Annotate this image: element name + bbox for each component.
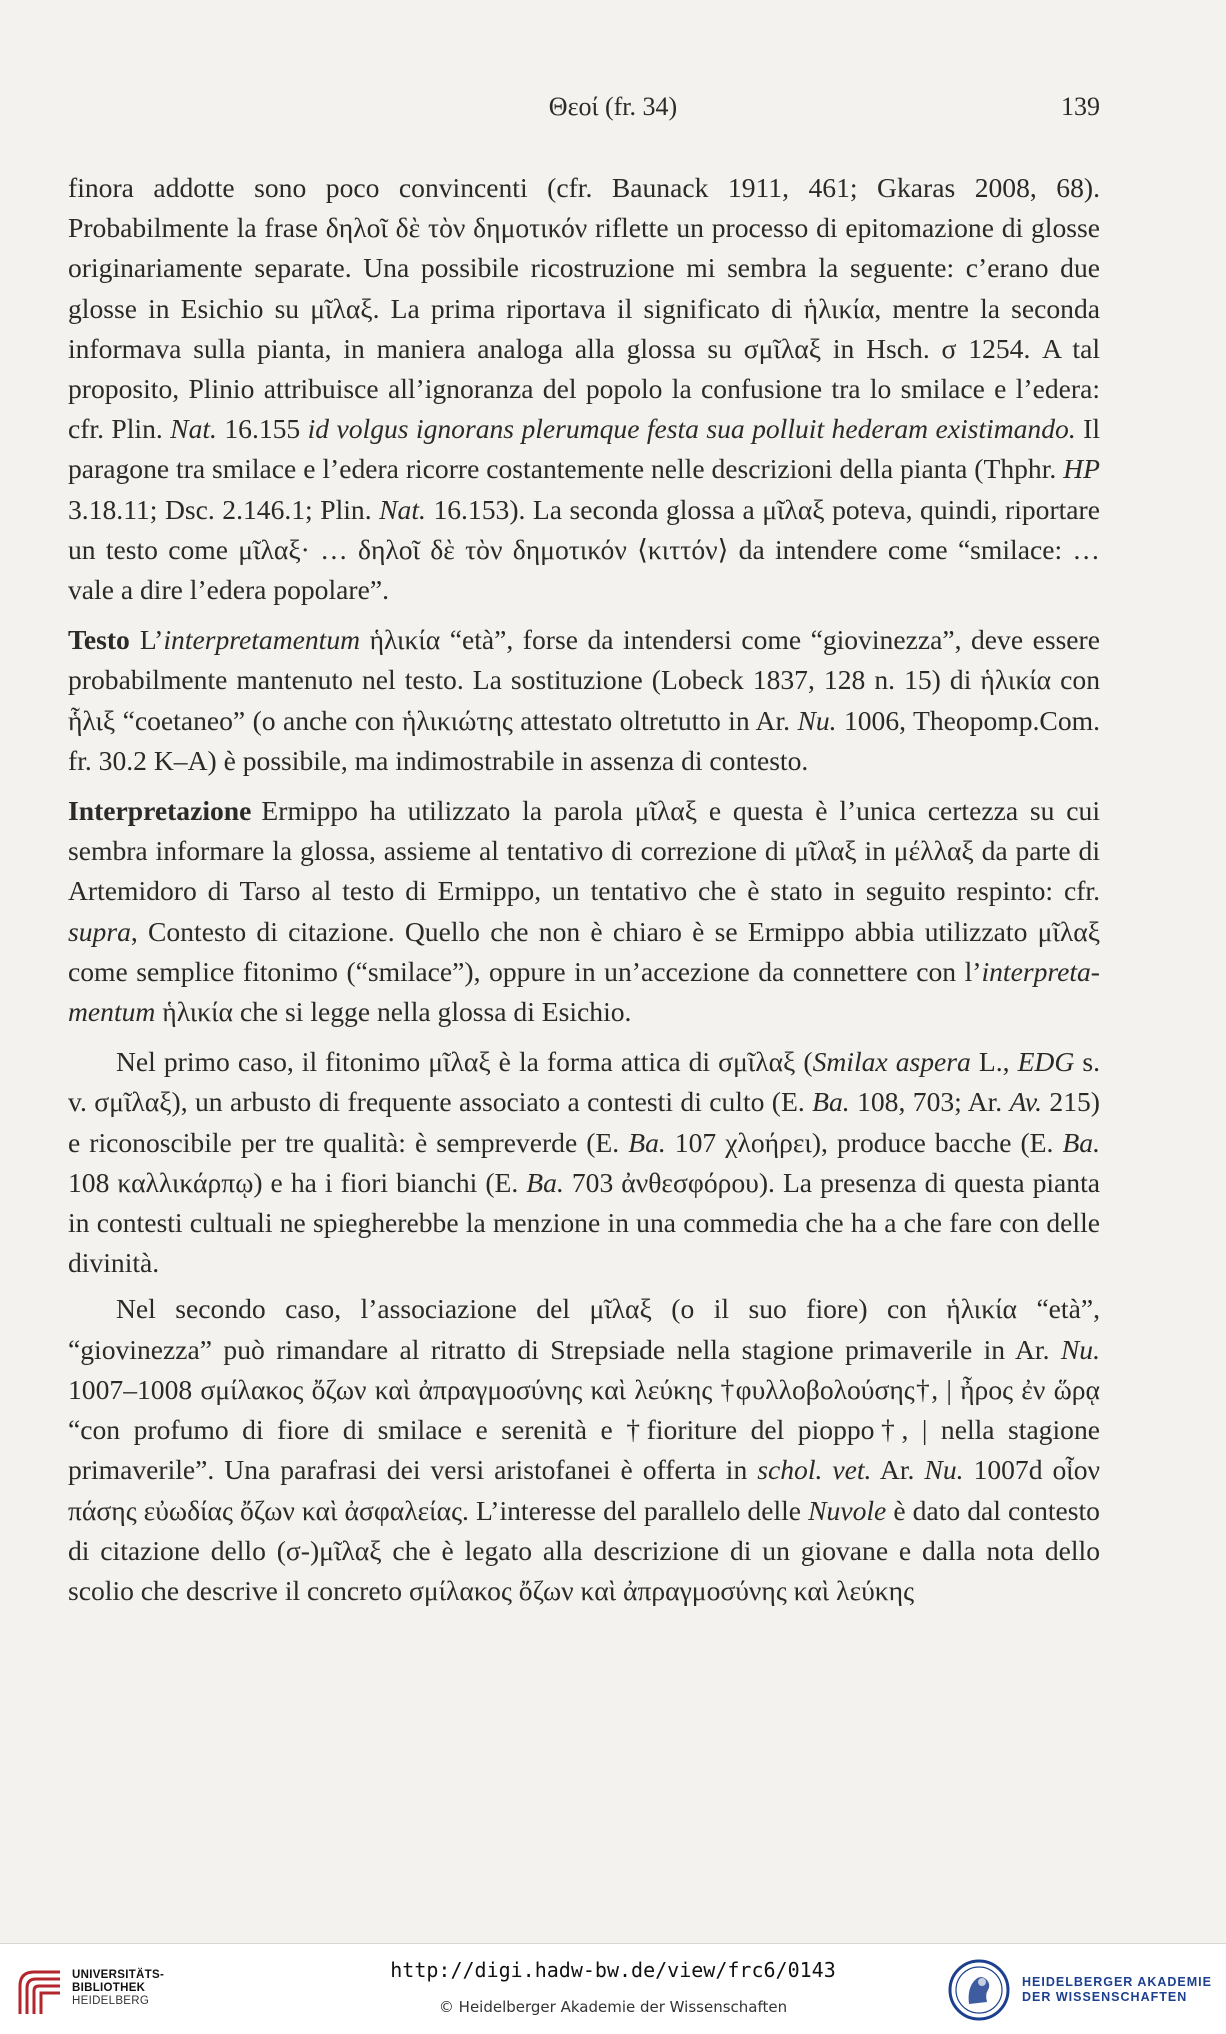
library-line-3: HEIDELBERG [72, 1995, 150, 2007]
italic-text: Nu. [924, 1454, 964, 1486]
text-run: Nel primo caso, il fitonimo μῖλαξ è la forma attica di σμῖλαξ ( [116, 1046, 813, 1078]
italic-text: supra [68, 915, 131, 947]
library-line-1: UNIVERSITÄTS- [72, 1969, 165, 1981]
italic-text: Ba. [1062, 1126, 1101, 1158]
footer [0, 1943, 1226, 2034]
running-head [0, 92, 1226, 132]
italic-text: Ba. [812, 1086, 850, 1118]
italic-text: Ba. [526, 1166, 564, 1198]
academy-seal-icon [947, 1958, 1011, 2022]
body-text [68, 168, 1100, 1617]
academy-line-1: HEIDELBERGER AKADEMIE [1022, 1975, 1212, 1989]
section-heading: Interpretazione [68, 795, 252, 827]
italic-text: Av. [1009, 1086, 1043, 1118]
text-run: 703 ἀνθεσφόρου). La presenza di questa pianta in contesti cultuali ne spiegherebbe la menzione in una commedia che ha a che fare con delle divinità. [68, 1166, 1101, 1279]
italic-text: interpretamentum [163, 624, 361, 656]
footer-url-link[interactable]: http://digi.hadw-bw.de/view/frc6/0143 [390, 1958, 836, 1982]
text-run: 215) e riconoscibile per tre qualità: è sempreverde (E. [68, 1086, 1100, 1158]
text-run: 107 χλοήρει), produce bacche (E. [665, 1126, 1063, 1158]
text-run: 16.153). La seconda glossa a μῖλαξ poteva, quindi, riportare un testo come μῖλαξ· … δηλοῖ δὲ τὸν δημοτικόν ⟨κιττόν⟩ da intendere come “smilace: … vale a dire l’edera popolare”. [68, 493, 1100, 606]
footer-copyright: © Heidelberger Akademie der Wissenschaften [438, 1998, 788, 2016]
italic-text: Nu. [1060, 1333, 1100, 1365]
text-run: 16.155 [216, 413, 308, 445]
text-run: , Contesto di citazione. Quello che non è chiaro è se Ermippo abbia utilizzato μῖλαξ come semplice fitonimo (“smilace”), oppure in un’accezione da connettere con l’ [68, 915, 1100, 987]
text-run: è dato dal contesto di citazione dello (σ-)μῖλαξ che è legato alla descrizione di un giovane e dalla nota dello scolio che descrive il concreto σμίλακος ὄζων καὶ ἀπραγμοσύνης καὶ λεύκης [68, 1494, 1100, 1606]
italic-text: EDG [1017, 1046, 1075, 1078]
text-run: ἡλικία “età”, forse da intendersi come “giovinezza”, deve essere probabilmente mantenuto nel testo. La sostituzione (Lobeck 1837, 128 n. 15) di ἡλικία con ἧλιξ “coetaneo” (o anche con ἡλικιώτης attestato oltretutto in Ar. [68, 624, 1100, 736]
text-run: Ermippo ha utilizzato la parola μῖλαξ e questa è l’unica certezza su cui sembra informare la glossa, assieme al tentativo di correzione di μῖλαξ in μέλλαξ da parte di Artemidoro di Tarso al testo di Ermippo, un tentativo che è stato in seguito respinto: cfr. [68, 795, 1100, 907]
text-run: 1006, Theopomp.Com. fr. 30.2 K–A) è possibile, ma indimostrabile in assenza di contesto. [68, 704, 1100, 776]
italic-text: Ba. [628, 1126, 666, 1158]
text-run: L., [970, 1046, 1018, 1078]
italic-text: Nat. [379, 493, 426, 525]
text-run: Nel secondo caso, l’associazione del μῖλαξ (o il suo fiore) con ἡλικία “età”, “giovinezza” può rimandare al ritratto di Strepsiade nella stagione primaverile in Ar. [68, 1293, 1100, 1365]
text-run: Il paragone tra smilace e l’edera ricorre costantemente nelle descrizioni della pianta (Thphr. [68, 413, 1100, 485]
paragraph-testo [68, 620, 1100, 781]
italic-text: Smilax aspera [812, 1046, 971, 1078]
section-heading: Testo [68, 624, 130, 656]
text-run: 108, 703; Ar. [849, 1086, 1010, 1118]
text-run: L’ [139, 624, 164, 656]
library-line-2: BIBLIOTHEK [72, 1982, 146, 1994]
academy-line-2: DER WISSENSCHAFTEN [1022, 1990, 1188, 2004]
text-run: 108 καλλικάρπῳ) e ha i fiori bianchi (E. [68, 1166, 527, 1198]
italic-text: Nat. [170, 413, 217, 445]
paragraph-interpretazione [68, 791, 1100, 1032]
academy-name [1022, 1975, 1212, 2005]
text-run: finora addotte sono poco convincenti (cfr. Baunack 1911, 461; Gkaras 2008, 68). Probabilmente la frase δηλοῖ δὲ τὸν δημοτικόν riflette un processo di epitomazione di glosse originariamente separate. Una possibile ricostruzione mi sembra la seguente: c’erano due glosse in Esichio su μῖλαξ. La prima riportava il significato di ἡλικία, mentre la seconda informava sulla pianta, in maniera analoga alla glossa su σμῖλαξ in Hsch. σ 1254. A tal proposito, Plinio attribuisce all’ignoranza del popolo la confusione tra lo smilace e l’edera: cfr. Plin. [68, 172, 1100, 445]
text-run: 1007d οἷον πάσης εὐωδίας ὄζων καὶ ἀσφαλείας. L’interesse del parallelo delle [68, 1454, 1100, 1526]
italic-text: id volgus ignorans plerumque festa sua polluit hederam existimando. [307, 413, 1076, 445]
italic-text: Nuvole [808, 1494, 887, 1526]
text-run: 1007–1008 σμίλακος ὄζων καὶ ἀπραγμοσύνης καὶ λεύκης †φυλλοβολούσης†, | ἦρος ἐν ὥρᾳ “con profumo di fiore di smilace e serenità e †fioriture del pioppo†, | nella stagione primaverile”. Una parafrasi dei versi aristofanei è offerta in [68, 1373, 1100, 1486]
running-title: Θεοί (fr. 34) [548, 92, 678, 121]
page-number: 139 [1061, 92, 1100, 121]
paragraph-secondo-caso [68, 1289, 1100, 1611]
italic-text: HP [1063, 453, 1100, 485]
italic-text: interpretamentum [68, 955, 1100, 1028]
text-run: s. v. σμῖλαξ), un arbusto di frequente associato a contesti di culto (E. [68, 1046, 1100, 1118]
italic-text: Nu. [797, 704, 837, 736]
text-run: ἡλικία che si legge nella glossa di Esichio. [155, 996, 632, 1028]
text-run: 3.18.11; Dsc. 2.146.1; Plin. [68, 493, 380, 525]
italic-text: schol. vet. [757, 1454, 872, 1486]
paragraph-primo-caso [68, 1042, 1100, 1283]
text-run: Ar. [871, 1454, 925, 1486]
paragraph-1 [68, 168, 1100, 610]
